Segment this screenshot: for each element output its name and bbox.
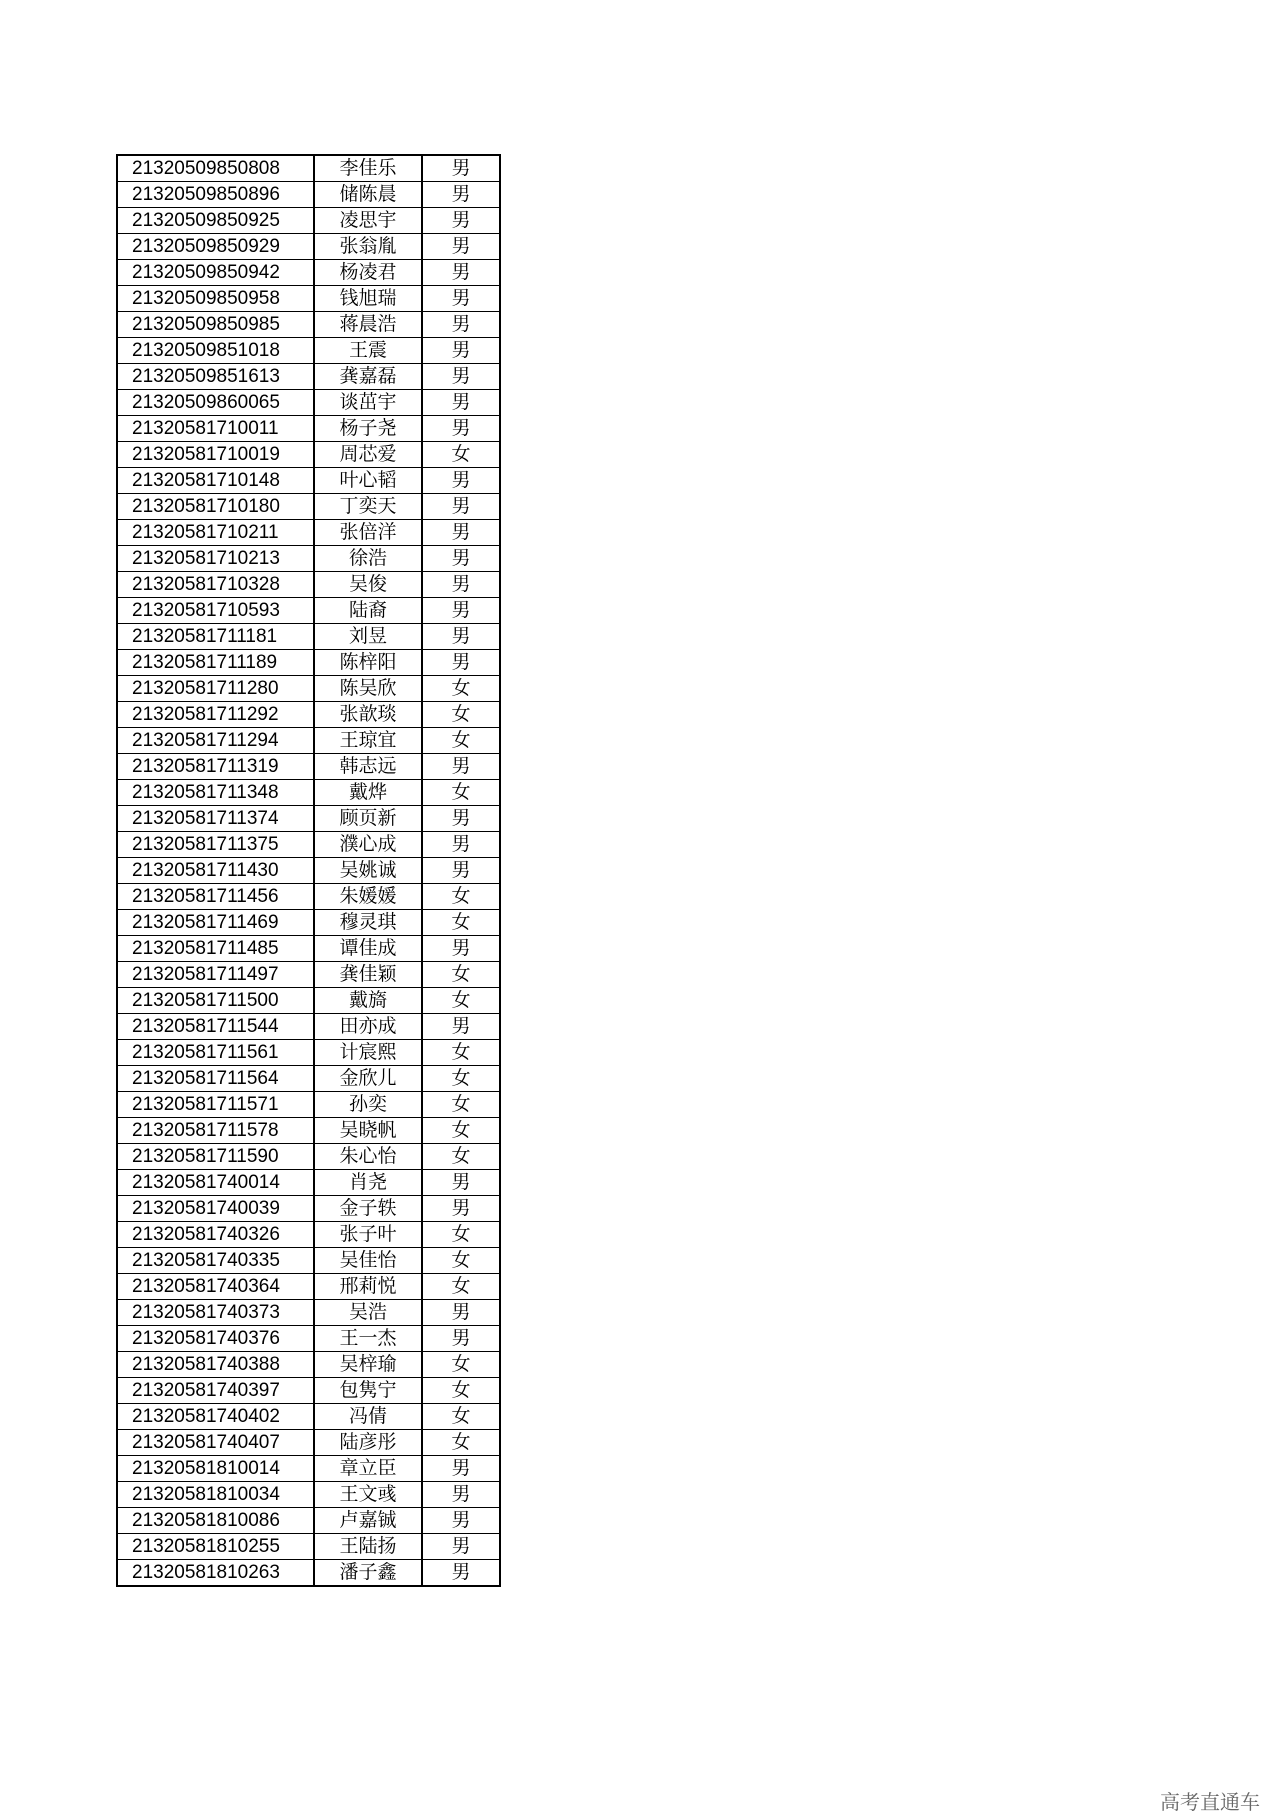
- student-name-cell: 李佳乐: [314, 155, 422, 182]
- exam-id-cell: 21320581711430: [117, 858, 314, 884]
- student-name-cell: 王陆扬: [314, 1534, 422, 1560]
- student-name-cell: 潘子鑫: [314, 1560, 422, 1587]
- student-name-cell: 张翁胤: [314, 234, 422, 260]
- student-name-cell: 冯倩: [314, 1404, 422, 1430]
- gender-cell: 男: [422, 494, 500, 520]
- student-name-cell: 储陈晨: [314, 182, 422, 208]
- exam-id-cell: 21320581810014: [117, 1456, 314, 1482]
- table-row: [117, 1508, 500, 1534]
- gender-cell: 女: [422, 1118, 500, 1144]
- gender-cell: 男: [422, 416, 500, 442]
- student-name-cell: 杨凌君: [314, 260, 422, 286]
- gender-cell: 男: [422, 260, 500, 286]
- gender-cell: 男: [422, 598, 500, 624]
- exam-id-cell: 21320509850808: [117, 155, 314, 182]
- table-row: [117, 702, 500, 728]
- gender-cell: 男: [422, 936, 500, 962]
- gender-cell: 女: [422, 1066, 500, 1092]
- table-row: [117, 728, 500, 754]
- exam-id-cell: 21320581711500: [117, 988, 314, 1014]
- table-row: [117, 494, 500, 520]
- student-name-cell: 陆彦彤: [314, 1430, 422, 1456]
- exam-id-cell: 21320581810086: [117, 1508, 314, 1534]
- table-row: [117, 1560, 500, 1587]
- gender-cell: 男: [422, 182, 500, 208]
- student-name-cell: 邢莉悦: [314, 1274, 422, 1300]
- table-row: [117, 1222, 500, 1248]
- student-name-cell: 张倍洋: [314, 520, 422, 546]
- gender-cell: 女: [422, 1274, 500, 1300]
- gender-cell: 女: [422, 1352, 500, 1378]
- gender-cell: 男: [422, 806, 500, 832]
- exam-id-cell: 21320581711571: [117, 1092, 314, 1118]
- exam-id-cell: 21320581711319: [117, 754, 314, 780]
- table-row: [117, 1274, 500, 1300]
- exam-id-cell: 21320581711280: [117, 676, 314, 702]
- gender-cell: 女: [422, 1378, 500, 1404]
- table-row: [117, 910, 500, 936]
- student-name-cell: 王一杰: [314, 1326, 422, 1352]
- table-row: [117, 858, 500, 884]
- student-name-cell: 王震: [314, 338, 422, 364]
- gender-cell: 男: [422, 1300, 500, 1326]
- table-row: [117, 1326, 500, 1352]
- gender-cell: 男: [422, 155, 500, 182]
- gender-cell: 女: [422, 702, 500, 728]
- student-name-cell: 张子叶: [314, 1222, 422, 1248]
- table-row: [117, 416, 500, 442]
- table-row: [117, 286, 500, 312]
- gender-cell: 男: [422, 858, 500, 884]
- student-name-cell: 戴旖: [314, 988, 422, 1014]
- table-row: [117, 780, 500, 806]
- exam-id-cell: 21320581711564: [117, 1066, 314, 1092]
- table-row: [117, 260, 500, 286]
- student-name-cell: 金欣儿: [314, 1066, 422, 1092]
- exam-id-cell: 21320581740014: [117, 1170, 314, 1196]
- gender-cell: 男: [422, 1014, 500, 1040]
- table-row: [117, 754, 500, 780]
- exam-id-cell: 21320581711561: [117, 1040, 314, 1066]
- exam-id-cell: 21320581710328: [117, 572, 314, 598]
- table-row: [117, 1404, 500, 1430]
- table-row: [117, 1430, 500, 1456]
- student-name-cell: 叶心韬: [314, 468, 422, 494]
- exam-id-cell: 21320581710019: [117, 442, 314, 468]
- exam-id-cell: 21320581810034: [117, 1482, 314, 1508]
- table-row: [117, 1014, 500, 1040]
- gender-cell: 男: [422, 572, 500, 598]
- table-row: [117, 884, 500, 910]
- exam-id-cell: 21320581710180: [117, 494, 314, 520]
- exam-id-cell: 21320581711469: [117, 910, 314, 936]
- table-row: [117, 962, 500, 988]
- exam-id-cell: 21320581740402: [117, 1404, 314, 1430]
- student-name-cell: 金子轶: [314, 1196, 422, 1222]
- exam-id-cell: 21320581740326: [117, 1222, 314, 1248]
- student-name-cell: 吴梓瑜: [314, 1352, 422, 1378]
- table-row: [117, 1170, 500, 1196]
- student-name-cell: 丁奕天: [314, 494, 422, 520]
- gender-cell: 男: [422, 364, 500, 390]
- exam-id-cell: 21320581710213: [117, 546, 314, 572]
- exam-id-cell: 21320581810263: [117, 1560, 314, 1587]
- student-name-cell: 朱媛媛: [314, 884, 422, 910]
- table-row: [117, 598, 500, 624]
- table-row: [117, 442, 500, 468]
- table-row: [117, 182, 500, 208]
- gender-cell: 男: [422, 1170, 500, 1196]
- gender-cell: 男: [422, 1482, 500, 1508]
- student-name-cell: 吴姚诚: [314, 858, 422, 884]
- table-row: [117, 208, 500, 234]
- table-row: [117, 1482, 500, 1508]
- student-name-cell: 刘昱: [314, 624, 422, 650]
- student-name-cell: 龚佳颖: [314, 962, 422, 988]
- gender-cell: 男: [422, 520, 500, 546]
- gender-cell: 女: [422, 1144, 500, 1170]
- exam-id-cell: 21320509850985: [117, 312, 314, 338]
- table-row: [117, 832, 500, 858]
- exam-id-cell: 21320581711578: [117, 1118, 314, 1144]
- student-name-cell: 徐浩: [314, 546, 422, 572]
- exam-id-cell: 21320509850896: [117, 182, 314, 208]
- student-name-cell: 章立臣: [314, 1456, 422, 1482]
- student-name-cell: 张歆琰: [314, 702, 422, 728]
- gender-cell: 男: [422, 624, 500, 650]
- student-name-cell: 周芯爱: [314, 442, 422, 468]
- exam-id-cell: 21320581711485: [117, 936, 314, 962]
- gender-cell: 男: [422, 286, 500, 312]
- gender-cell: 男: [422, 208, 500, 234]
- gender-cell: 男: [422, 754, 500, 780]
- exam-id-cell: 21320581710011: [117, 416, 314, 442]
- student-name-cell: 吴佳怡: [314, 1248, 422, 1274]
- table-row: [117, 520, 500, 546]
- table-row: [117, 1534, 500, 1560]
- gender-cell: 男: [422, 1196, 500, 1222]
- exam-id-cell: 21320509851613: [117, 364, 314, 390]
- student-name-cell: 凌思宇: [314, 208, 422, 234]
- exam-id-cell: 21320581711292: [117, 702, 314, 728]
- table-row: [117, 312, 500, 338]
- table-row: [117, 1040, 500, 1066]
- table-row: [117, 1196, 500, 1222]
- exam-id-cell: 21320581710593: [117, 598, 314, 624]
- gender-cell: 男: [422, 390, 500, 416]
- table-row: [117, 650, 500, 676]
- exam-id-cell: 21320581710211: [117, 520, 314, 546]
- student-name-cell: 蒋晨浩: [314, 312, 422, 338]
- student-name-cell: 濮心成: [314, 832, 422, 858]
- student-name-cell: 韩志远: [314, 754, 422, 780]
- table-row: [117, 546, 500, 572]
- table-row: [117, 1456, 500, 1482]
- exam-id-cell: 21320581711497: [117, 962, 314, 988]
- student-name-cell: 吴浩: [314, 1300, 422, 1326]
- exam-id-cell: 21320581711181: [117, 624, 314, 650]
- student-name-cell: 戴烨: [314, 780, 422, 806]
- gender-cell: 男: [422, 1508, 500, 1534]
- exam-id-cell: 21320581740388: [117, 1352, 314, 1378]
- student-name-cell: 钱旭瑞: [314, 286, 422, 312]
- table-row: [117, 364, 500, 390]
- gender-cell: 男: [422, 1456, 500, 1482]
- gender-cell: 男: [422, 1326, 500, 1352]
- student-name-cell: 穆灵琪: [314, 910, 422, 936]
- table-row: [117, 936, 500, 962]
- gender-cell: 男: [422, 1534, 500, 1560]
- gender-cell: 男: [422, 312, 500, 338]
- table-row: [117, 338, 500, 364]
- exam-id-cell: 21320509850929: [117, 234, 314, 260]
- exam-id-cell: 21320581711189: [117, 650, 314, 676]
- gender-cell: 女: [422, 1248, 500, 1274]
- exam-id-cell: 21320581711590: [117, 1144, 314, 1170]
- gender-cell: 女: [422, 442, 500, 468]
- table-row: [117, 676, 500, 702]
- student-name-cell: 陈梓阳: [314, 650, 422, 676]
- gender-cell: 女: [422, 676, 500, 702]
- student-name-cell: 杨子尧: [314, 416, 422, 442]
- table-row: [117, 1300, 500, 1326]
- student-name-cell: 陈吴欣: [314, 676, 422, 702]
- exam-id-cell: 21320581711456: [117, 884, 314, 910]
- watermark-text: 高考直通车: [1160, 1790, 1260, 1814]
- table-row: [117, 806, 500, 832]
- student-name-cell: 王琼宜: [314, 728, 422, 754]
- table-row: [117, 155, 500, 182]
- exam-id-cell: 21320581740407: [117, 1430, 314, 1456]
- table-row: [117, 624, 500, 650]
- table-row: [117, 1092, 500, 1118]
- student-name-cell: 谭佳成: [314, 936, 422, 962]
- student-name-cell: 王文彧: [314, 1482, 422, 1508]
- gender-cell: 女: [422, 1404, 500, 1430]
- gender-cell: 女: [422, 1430, 500, 1456]
- student-name-cell: 吴俊: [314, 572, 422, 598]
- gender-cell: 男: [422, 650, 500, 676]
- student-name-cell: 吴晓帆: [314, 1118, 422, 1144]
- student-name-cell: 孙奕: [314, 1092, 422, 1118]
- student-name-cell: 田亦成: [314, 1014, 422, 1040]
- table-row: [117, 988, 500, 1014]
- table-row: [117, 572, 500, 598]
- student-roster-table: [116, 154, 501, 1587]
- gender-cell: 女: [422, 1040, 500, 1066]
- gender-cell: 女: [422, 884, 500, 910]
- student-name-cell: 朱心怡: [314, 1144, 422, 1170]
- gender-cell: 女: [422, 780, 500, 806]
- exam-id-cell: 21320581711544: [117, 1014, 314, 1040]
- exam-id-cell: 21320509850942: [117, 260, 314, 286]
- gender-cell: 女: [422, 988, 500, 1014]
- gender-cell: 女: [422, 1092, 500, 1118]
- gender-cell: 男: [422, 234, 500, 260]
- exam-id-cell: 21320581711375: [117, 832, 314, 858]
- table-row: [117, 1066, 500, 1092]
- student-name-cell: 卢嘉铖: [314, 1508, 422, 1534]
- student-name-cell: 顾页新: [314, 806, 422, 832]
- exam-id-cell: 21320509850958: [117, 286, 314, 312]
- exam-id-cell: 21320581740373: [117, 1300, 314, 1326]
- table-row: [117, 1378, 500, 1404]
- roster-body: [117, 155, 500, 1586]
- exam-id-cell: 21320581810255: [117, 1534, 314, 1560]
- gender-cell: 女: [422, 910, 500, 936]
- exam-id-cell: 21320581740335: [117, 1248, 314, 1274]
- table-row: [117, 468, 500, 494]
- gender-cell: 男: [422, 546, 500, 572]
- student-name-cell: 陆裔: [314, 598, 422, 624]
- gender-cell: 女: [422, 1222, 500, 1248]
- table-row: [117, 1352, 500, 1378]
- exam-id-cell: 21320509850925: [117, 208, 314, 234]
- student-name-cell: 肖尧: [314, 1170, 422, 1196]
- table-row: [117, 1118, 500, 1144]
- exam-id-cell: 21320581740397: [117, 1378, 314, 1404]
- gender-cell: 男: [422, 1560, 500, 1587]
- exam-id-cell: 21320581740376: [117, 1326, 314, 1352]
- table-row: [117, 1144, 500, 1170]
- student-name-cell: 龚嘉磊: [314, 364, 422, 390]
- exam-id-cell: 21320509860065: [117, 390, 314, 416]
- exam-id-cell: 21320581710148: [117, 468, 314, 494]
- exam-id-cell: 21320581740364: [117, 1274, 314, 1300]
- gender-cell: 女: [422, 728, 500, 754]
- student-name-cell: 计宸熙: [314, 1040, 422, 1066]
- exam-id-cell: 21320509851018: [117, 338, 314, 364]
- gender-cell: 男: [422, 338, 500, 364]
- gender-cell: 男: [422, 832, 500, 858]
- exam-id-cell: 21320581740039: [117, 1196, 314, 1222]
- exam-id-cell: 21320581711348: [117, 780, 314, 806]
- exam-id-cell: 21320581711374: [117, 806, 314, 832]
- table-row: [117, 234, 500, 260]
- gender-cell: 女: [422, 962, 500, 988]
- gender-cell: 男: [422, 468, 500, 494]
- table-row: [117, 390, 500, 416]
- exam-id-cell: 21320581711294: [117, 728, 314, 754]
- student-name-cell: 谈茁宇: [314, 390, 422, 416]
- student-name-cell: 包隽宁: [314, 1378, 422, 1404]
- table-row: [117, 1248, 500, 1274]
